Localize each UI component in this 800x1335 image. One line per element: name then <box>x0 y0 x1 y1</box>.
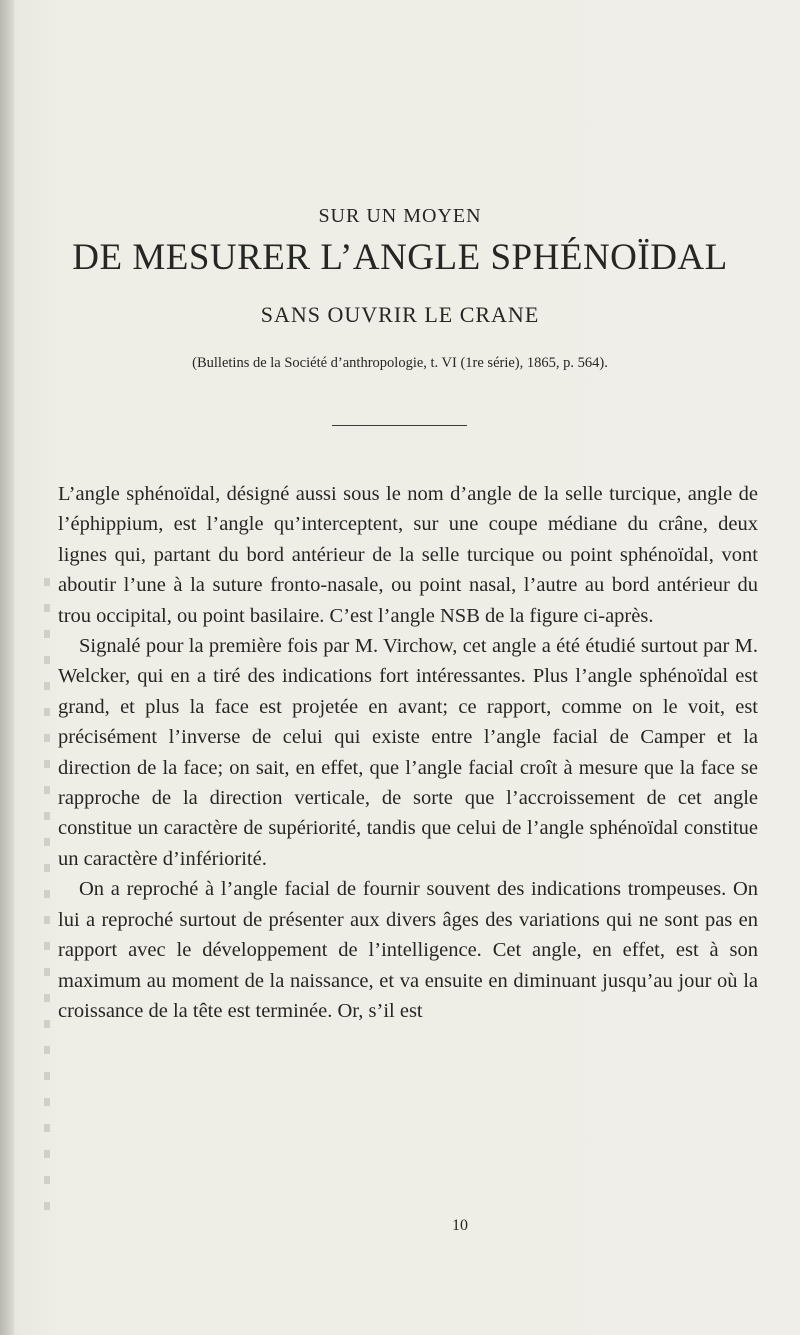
title-kicker: SUR UN MOYEN <box>318 205 482 227</box>
paragraph-2: Signalé pour la première fois par M. Virchow, cet angle a été étudié surtout par M. Welcker, qui en a tiré des indications fort intéressantes. Plus l’angle sphénoïdal est grand, et plus la face est projetée en avant; ce rapport, comme on le voit, est précisément l’inverse de celui qui existe entre l’angle facial de Camper et la direction de la face; on sait, en effet, que l’angle facial croît à mesure que la face se rapproche de la direction verticale, de sorte que l’accroissement de cet angle constitue un caractère de supériorité, tandis que celui de l’angle sphénoïdal constitue un caractère d’infériorité. <box>58 635 758 870</box>
source-text: (Bulletins de la Société d’anthropologie, t. VI (1re série), 1865, p. 564). <box>192 355 608 371</box>
paragraph-3: On a reproché à l’angle facial de fournir souvent des indications trompeuses. On lui a reproché surtout de présenter aux divers âges des variations qui ne sont pas en rapport avec le développement de l’intelligence. Cet angle, en effet, est à son maximum au moment de la naissance, et va ensuite en diminuant jusqu’au jour où la croissance de la tête est terminée. Or, s’il est <box>58 878 758 1022</box>
paragraph-1: L’angle sphénoïdal, désigné aussi sous le nom d’angle de la selle turcique, angle de l’éphippium, est l’angle qu’interceptent, sur une coupe médiane du crâne, deux lignes qui, partant du bord antérieur de la selle turcique ou point sphénoïdal, vont aboutir l’une à la suture fronto-nasale, ou point nasal, l’autre au bord antérieur du trou occipital, ou point basilaire. C’est l’angle NSB de la figure ci-après. <box>58 483 758 627</box>
bleed-through-marks <box>44 560 50 1210</box>
source-citation <box>0 355 800 372</box>
binding-edge <box>0 0 14 1335</box>
subtitle: SANS OUVRIR LE CRANE <box>260 302 540 327</box>
page-number: 10 <box>452 1217 468 1234</box>
body-text <box>58 479 758 1026</box>
divider-rule <box>332 425 467 426</box>
page-title: DE MESURER L’ANGLE SPHÉNOÏDAL <box>72 237 728 278</box>
